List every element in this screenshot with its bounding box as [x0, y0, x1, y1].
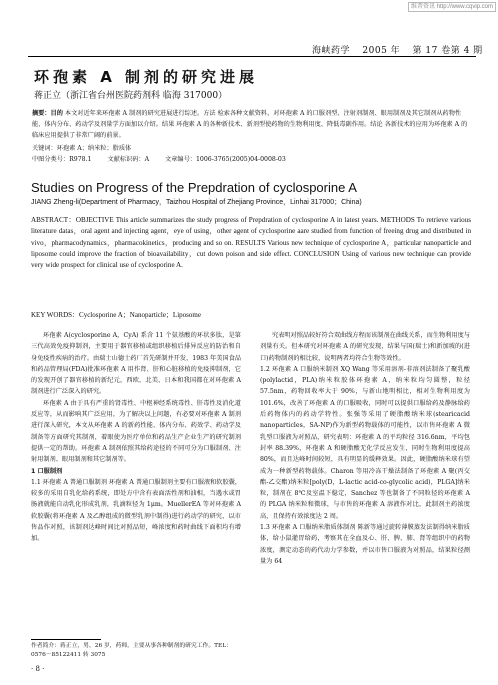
section-heading: 1 口服制剂 — [31, 467, 63, 475]
paragraph: 1.2 环孢素 A 口服纳米制剂 XQ Wang 等采用溶剂-非溶剂法制备了聚乳酸(polylactid，PLA)纳米粒胶体环孢素 A，纳米粒均匀圆整，粒径 57.5nm，药物回收率大于 90%，与新山地明相比，相对生物利用度为 101.6%，改善了环孢素 A 的口服吸收，同时可以提供口服给药及静脉给药后药物体内的药动学特性。张强等采用了硬脂酸纳米球(stearicacid nanoparticles，SA-NP)作为新型药物载体的可能性，以市售环孢素 A 微乳型口服液为对照品，研究表明：环孢素 A 的平均粒径 316.6nm，平均包封率 88.39%，环孢素 A 和硬脂酸无化学反应发生，同时生物利用度提高 80%，而且达峰时间较短，具有明显的缓释效果。因此，硬脂酸纳米球有望成为一种新型药物载体。Charon 等用冷冻干燥法制备了环孢素 A 聚(丙交酯-乙交酯)纳米粒[poly(D，L-lactic acid-co-glycolic acid)，PLGA]纳米粒，制剂在 8℃及室温下稳定，Sanchez 等也制备了不同粒径的环孢素 A 的 PLGA 纳米粒和微球，与市售的环孢素 A 溶液作对比，此制剂主药浓度高，且保持有效浓度达 2 周。 — [260, 365, 470, 520]
author-english: JIANG Zheng-li(Department of Pharmacy，Taizhou Hospital of Zhejiang Province，Linhai 317000；China) — [31, 199, 362, 206]
author-chinese: 蒋正立（浙江省台州医院药剂科 临海 317000） — [34, 91, 228, 101]
journal-name: 海峡药学 — [312, 46, 351, 56]
clc-number: 中图分类号：R978.1 — [32, 156, 92, 163]
paragraph: 环孢素 A 由于具有严重的肾毒性、中枢神经系统毒性、肝毒性及消化道反应等，从而影响其广泛应用，为了解决以上问题，有必要对环孢素 A 制剂进行深入研究，本文从环孢素 A 的新药性能、体内分布、药效学、药动学及制备等方面研究其制剂，着眼使为医疗单位和药品生产企业生产的研究制剂提供一定的帮助。环孢素 A 制剂依照其给药途径的不同可分为口服制剂、注射用制剂、眼用制剂和其它制剂等。 — [31, 399, 241, 464]
title-chinese: 环孢素 A 制剂的研究进展 — [34, 68, 259, 86]
document-code: 文献标识码：A — [107, 156, 150, 163]
abstract-chinese-label: 摘要：目的 — [32, 110, 63, 117]
journal-volume: 第 17 卷第 4 期 — [412, 46, 483, 56]
body-left-column — [31, 330, 241, 545]
abstract-chinese — [32, 108, 472, 141]
paragraph: 1.1 环孢素 A 普通口服制剂 环孢素 A 普通口服制剂主要有口服液和软胶囊，较多的采用自乳化给药系统，即处方中含有表面活性剂和油相，当遇水或胃肠液就能自动乳化形成乳剂，乳滴粒径为 1μm。MuellerEA 等对环孢素 A 软胶囊(将环孢素 A 及乙醇组成的微型乳剂中制得)进行药动学的研究，以市售品作对照，该制剂达峰时间比对照品短，峰浓度和药时曲线下面积均有增加。 — [31, 478, 242, 543]
journal-year: 2005 年 — [362, 46, 401, 56]
footnote-rule — [31, 639, 101, 640]
keywords-english: KEY WORDS：Cyclosporine A；Nanoparticle；Liposome — [31, 311, 201, 319]
abstract-english: ABSTRACT：OBJECTIVE This article summarizes the study progress of Prepdration of cyclosporine A in latest years. METHODS To retrieve various literature datas，oral agent and injecting agent，eye of using，other agent of cyclosporine aare studied from function of freeing drug and distributed in vivo，pharmacodynamics，pharmacokinetics，producing and so on. RESULTS Various new technique of cyclosporine A，particular nanoparticle and liposome could improve the fraction of bioavailability，cut down poison and side effect. CONCLUSION Using of various new technique can provide very wide prospect for clinical use of cyclosporine A. — [31, 216, 471, 270]
body-right-column — [260, 330, 470, 567]
classification-line — [32, 154, 300, 163]
abstract-chinese-text: 本文对近年来环孢素 A 制剂的研究进展进行综述。方法 检索各种文献资料，对环孢素 A 的口服剂型、注射剂制剂、眼用制剂及其它制剂从药物性能、体内分布、药动学及剂量学方面加以介绍。结果 环孢素 A 的各种新技术、新剂型使药物的生物利用度、降低毒副作用。结论 各新技术的应用为环孢素 A 的临床应用提供了非常广阔的前景。 — [32, 110, 468, 139]
paragraph: 究表明对照品较好符合双曲线方程而该制剂在曲线关系，而生物利用度与剂量有关。但本研究对环孢素 A 的研究发现，结果与国(瑞士)和新加坡的(进口)药物制剂的相比较，说明两者均符合生物等效性。 — [260, 332, 470, 362]
running-header — [312, 43, 492, 56]
watermark: 维普资讯 http://www.cqvip.com — [408, 2, 496, 12]
paragraph: 环孢素 A(cyclosporine A，CyA) 系含 11 个氨基酸的环状多肽，是第三代高效免疫抑制剂，主要用于器官移植或组织移植后排异反应的防治和自身免疫性疾病的治疗。由瑞士山德士药厂首先研制并开发，1983 年美国食品和药品管理局(FDA)批准环孢素 A 用作肾、肝和心脏移植的免疫抑制剂，它的发现开创了器官移植的新纪元，西欧、北美、日本和我国都在对环孢素 A 制剂进行广泛深入的研究。 — [31, 332, 241, 396]
author-footnote: 作者简介：蒋正立，男，26 岁，药师，主要从事各种制剂的研究工作。TEL：0576－85122411 转 3075 — [31, 643, 232, 658]
article-number: 文章编号：1006-3765(2005)04-0008-03 — [165, 156, 286, 163]
page-number: · 8 · — [31, 665, 45, 673]
paragraph: 1.3 环孢素 A 口服纳米脂质体制剂 陈新等通过旋转薄膜蒸发法制得纳米脂质体，给小鼠灌胃给药，考察其在全血及心、肝、脾、肺、肾等组织中的药物浓度，测定动态的药代动力学参数，并以市售口服液为对照品，结果粒径测量为 64 — [260, 524, 470, 565]
header-rule — [28, 56, 476, 57]
keywords-chinese: 关键词：环孢素 A；纳米粒；脂质体 — [32, 145, 132, 152]
title-english: Studies on Progress of the Prepdration of cyclosporine A — [31, 180, 357, 195]
